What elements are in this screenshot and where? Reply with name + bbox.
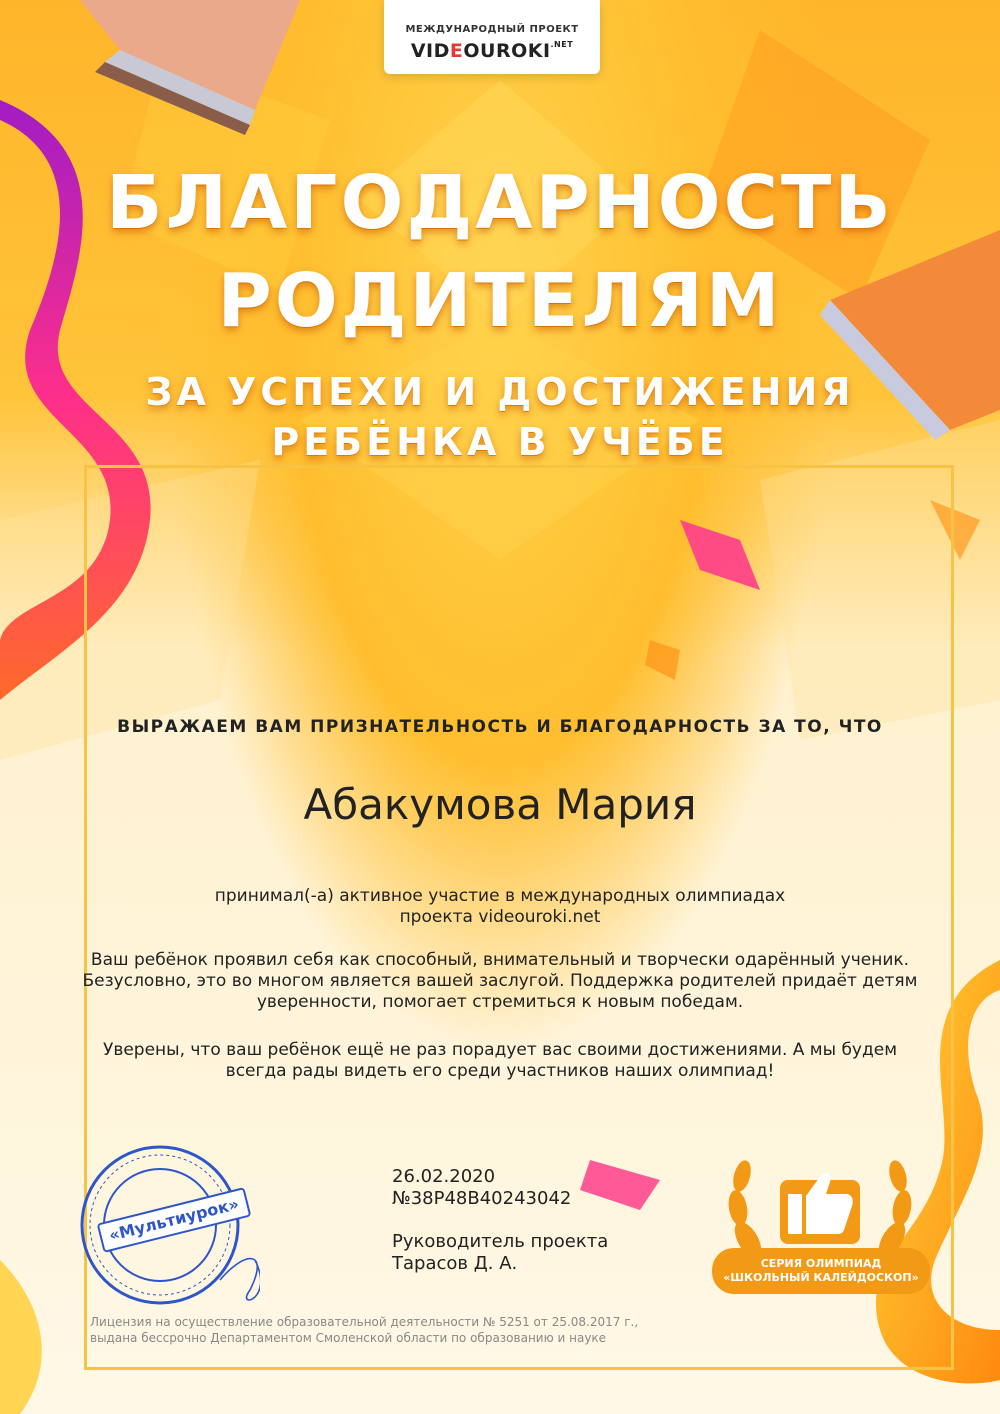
paragraph-line: Уверены, что ваш ребёнок ещё не раз порадует вас своими достижениями. А мы будем bbox=[102, 1040, 898, 1060]
issue-date: 26.02.2020 bbox=[392, 1166, 496, 1187]
paragraph-line: Ваш ребёнок проявил себя как способный, внимательный и творчески одарённый ученик. bbox=[90, 950, 910, 970]
paragraph-line: всегда рады видеть его среди участников наших олимпиад! bbox=[225, 1061, 775, 1081]
title-line-1: БЛАГОДАРНОСТЬ bbox=[106, 160, 894, 246]
paragraph-line: уверенности, помогает стремиться к новым победам. bbox=[256, 992, 744, 1012]
title-line-2: РОДИТЕЛЯМ bbox=[217, 258, 783, 344]
paragraph-line: проекта videouroki.net bbox=[399, 907, 601, 927]
license-text bbox=[90, 1314, 638, 1346]
logo-name-suffix: .NET bbox=[550, 40, 574, 49]
logo-wordmark bbox=[384, 40, 600, 62]
logo-subtitle: МЕЖДУНАРОДНЫЙ ПРОЕКТ bbox=[405, 24, 579, 35]
badge-line-2: «ШКОЛЬНЫЙ КАЛЕЙДОСКОП» bbox=[723, 1271, 919, 1284]
paragraph-wishes bbox=[80, 1040, 920, 1082]
subtitle-line-1: ЗА УСПЕХИ И ДОСТИЖЕНИЯ bbox=[145, 370, 855, 414]
lead-text: ВЫРАЖАЕМ ВАМ ПРИЗНАТЕЛЬНОСТЬ И БЛАГОДАРНОСТЬ ЗА ТО, ЧТО bbox=[117, 717, 883, 737]
license-line: Лицензия на осуществление образовательной деятельности № 5251 от 25.08.2017 г., bbox=[90, 1315, 639, 1329]
subtitle-line-2: РЕБЁНКА В УЧЁБЕ bbox=[271, 420, 729, 464]
license-line: выдана бессрочно Департаментом Смоленской области по образованию и науке bbox=[90, 1331, 607, 1345]
paragraph-line: Безусловно, это во многом является вашей заслугой. Поддержка родителей придаёт детям bbox=[82, 971, 918, 991]
olympiad-series-ribbon bbox=[712, 1248, 930, 1294]
paragraph-line: принимал(-а) активное участие в международных олимпиадах bbox=[214, 886, 786, 906]
recipient-name: Абакумова Мария bbox=[303, 780, 697, 829]
paragraph-praise bbox=[80, 950, 920, 1013]
signer-name: Тарасов Д. А. bbox=[392, 1253, 518, 1274]
logo-name-part2: OUROKI bbox=[463, 40, 551, 62]
certificate-number: №38Р48В40243042 bbox=[392, 1188, 572, 1209]
logo-name-part1: VID bbox=[410, 40, 450, 62]
signer-role: Руководитель проекта bbox=[392, 1231, 609, 1252]
thumbs-up-icon bbox=[780, 1173, 860, 1244]
videouroki-logo[interactable] bbox=[384, 0, 600, 74]
stamp-label: «Мультиурок» bbox=[97, 1187, 252, 1253]
badge-line-1: СЕРИЯ ОЛИМПИАД bbox=[760, 1257, 882, 1270]
paragraph-participation bbox=[80, 886, 920, 928]
logo-name-accent: E bbox=[449, 40, 464, 62]
